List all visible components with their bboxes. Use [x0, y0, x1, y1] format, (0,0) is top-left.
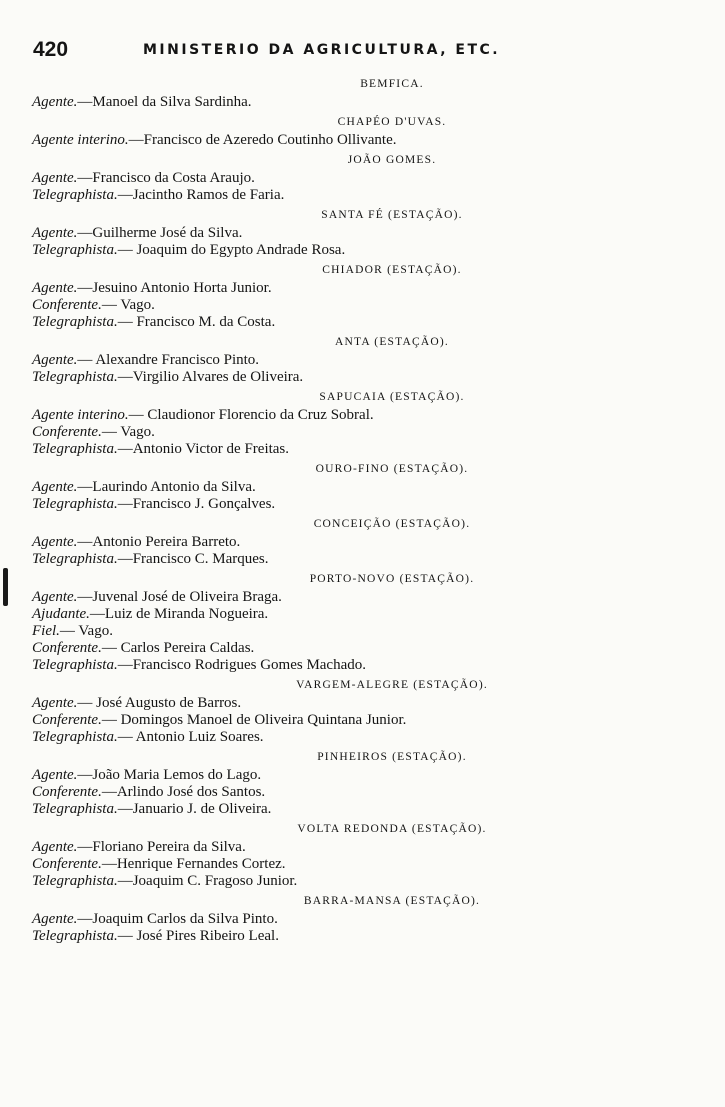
staff-name: — Carlos Pereira Caldas.	[101, 640, 255, 656]
station-heading: BEMFICA.	[360, 78, 424, 90]
staff-role: Telegraphista.	[32, 551, 118, 567]
staff-entry	[32, 170, 692, 187]
station-heading: ANTA (ESTAÇÃO).	[335, 336, 449, 348]
station-section	[32, 892, 692, 945]
staff-role: Ajudante.	[32, 606, 90, 622]
staff-role: Conferente.	[32, 297, 102, 313]
station-heading: VOLTA REDONDA (ESTAÇÃO).	[297, 823, 487, 835]
staff-name: — Vago.	[101, 424, 155, 440]
staff-entry	[32, 297, 692, 314]
staff-entry	[32, 132, 692, 149]
staff-name: — Joaquim do Egypto Andrade Rosa.	[117, 242, 346, 258]
staff-entry	[32, 94, 692, 111]
station-section	[32, 75, 692, 111]
staff-role: Telegraphista.	[32, 873, 118, 889]
station-heading: BARRA-MANSA (ESTAÇÃO).	[303, 895, 481, 907]
staff-entry	[32, 534, 692, 551]
staff-name: —Antonio Victor de Freitas.	[117, 441, 290, 457]
staff-role: Agente.	[32, 94, 78, 110]
page-number: 420	[33, 38, 69, 61]
staff-role: Conferente.	[32, 784, 102, 800]
staff-name: —Manoel da Silva Sardinha.	[77, 94, 252, 110]
station-section	[32, 676, 692, 746]
staff-role: Telegraphista.	[32, 801, 118, 817]
staff-entry	[32, 640, 692, 657]
station-section	[32, 570, 692, 674]
staff-entry	[32, 314, 692, 331]
station-section	[32, 151, 692, 204]
staff-entry	[32, 856, 692, 873]
staff-entry	[32, 424, 692, 441]
staff-entry	[32, 479, 692, 496]
staff-entry	[32, 729, 692, 746]
staff-entry	[32, 496, 692, 513]
staff-entry	[32, 873, 692, 890]
staff-name: — Vago.	[59, 623, 113, 639]
staff-name: —Francisco de Azeredo Coutinho Ollivante.	[128, 132, 397, 148]
staff-entry	[32, 589, 692, 606]
staff-name: —Francisco J. Gonçalves.	[117, 496, 276, 512]
staff-entry	[32, 352, 692, 369]
staff-entry	[32, 606, 692, 623]
station-section	[32, 388, 692, 458]
station-heading: SANTA FÉ (ESTAÇÃO).	[321, 209, 463, 221]
staff-list	[32, 73, 692, 945]
staff-role: Agente.	[32, 225, 78, 241]
staff-role: Agente.	[32, 695, 78, 711]
staff-role: Agente interino.	[32, 407, 129, 423]
station-heading: CHAPÉO D'UVAS.	[337, 116, 447, 128]
staff-name: —Joaquim Carlos da Silva Pinto.	[77, 911, 278, 927]
station-heading: OURO-FINO (ESTAÇÃO).	[315, 463, 469, 475]
staff-name: — Alexandre Francisco Pinto.	[77, 352, 260, 368]
station-section	[32, 820, 692, 890]
staff-entry	[32, 801, 692, 818]
staff-role: Conferente.	[32, 712, 102, 728]
staff-role: Agente.	[32, 170, 78, 186]
staff-entry	[32, 551, 692, 568]
staff-name: —Floriano Pereira da Silva.	[77, 839, 246, 855]
ink-smudge	[3, 568, 8, 606]
staff-role: Fiel.	[32, 623, 60, 639]
staff-entry	[32, 839, 692, 856]
staff-entry	[32, 767, 692, 784]
station-heading: JOÃO GOMES.	[347, 154, 437, 166]
staff-role: Telegraphista.	[32, 314, 118, 330]
staff-entry	[32, 695, 692, 712]
staff-name: —João Maria Lemos do Lago.	[77, 767, 262, 783]
staff-name: —Virgilio Alvares de Oliveira.	[117, 369, 304, 385]
station-section	[32, 261, 692, 331]
station-heading: SAPUCAIA (ESTAÇÃO).	[319, 391, 465, 403]
staff-role: Telegraphista.	[32, 242, 118, 258]
staff-role: Telegraphista.	[32, 187, 118, 203]
staff-role: Telegraphista.	[32, 369, 118, 385]
staff-role: Agente.	[32, 280, 78, 296]
staff-name: —Joaquim C. Fragoso Junior.	[117, 873, 298, 889]
staff-role: Agente.	[32, 589, 78, 605]
staff-entry	[32, 657, 692, 674]
staff-entry	[32, 623, 692, 640]
page-header	[33, 38, 693, 68]
staff-role: Telegraphista.	[32, 496, 118, 512]
staff-entry	[32, 280, 692, 297]
staff-role: Conferente.	[32, 856, 102, 872]
station-section	[32, 460, 692, 513]
staff-entry	[32, 187, 692, 204]
staff-name: —Juvenal José de Oliveira Braga.	[77, 589, 282, 605]
station-section	[32, 333, 692, 386]
staff-name: —Laurindo Antonio da Silva.	[77, 479, 256, 495]
station-section	[32, 748, 692, 818]
staff-role: Agente.	[32, 534, 78, 550]
staff-name: —Antonio Pereira Barreto.	[77, 534, 241, 550]
staff-role: Agente.	[32, 839, 78, 855]
staff-entry	[32, 712, 692, 729]
staff-name: —Luiz de Miranda Nogueira.	[89, 606, 269, 622]
staff-name: —Januario J. de Oliveira.	[117, 801, 272, 817]
staff-role: Agente.	[32, 767, 78, 783]
station-heading: PINHEIROS (ESTAÇÃO).	[317, 751, 467, 763]
staff-name: — Claudionor Florencio da Cruz Sobral.	[128, 407, 374, 423]
staff-role: Agente interino.	[32, 132, 129, 148]
staff-entry	[32, 407, 692, 424]
staff-name: — Domingos Manoel de Oliveira Quintana Junior.	[101, 712, 407, 728]
staff-name: —Arlindo José dos Santos.	[101, 784, 266, 800]
staff-entry	[32, 784, 692, 801]
staff-role: Telegraphista.	[32, 657, 118, 673]
station-section	[32, 206, 692, 259]
staff-entry	[32, 441, 692, 458]
station-section	[32, 113, 692, 149]
staff-entry	[32, 911, 692, 928]
station-heading: CONCEIÇÃO (ESTAÇÃO).	[313, 518, 471, 530]
staff-role: Agente.	[32, 352, 78, 368]
staff-name: — José Augusto de Barros.	[77, 695, 242, 711]
staff-name: — Antonio Luiz Soares.	[117, 729, 264, 745]
staff-name: — Vago.	[101, 297, 155, 313]
staff-role: Telegraphista.	[32, 441, 118, 457]
staff-name: — Francisco M. da Costa.	[117, 314, 276, 330]
staff-name: —Francisco Rodrigues Gomes Machado.	[117, 657, 367, 673]
staff-role: Agente.	[32, 911, 78, 927]
staff-name: —Henrique Fernandes Cortez.	[101, 856, 286, 872]
staff-role: Agente.	[32, 479, 78, 495]
staff-name: — José Pires Ribeiro Leal.	[117, 928, 279, 944]
staff-entry	[32, 928, 692, 945]
staff-name: —Francisco C. Marques.	[117, 551, 269, 567]
staff-name: —Guilherme José da Silva.	[77, 225, 243, 241]
staff-role: Conferente.	[32, 424, 102, 440]
staff-entry	[32, 225, 692, 242]
station-heading: CHIADOR (ESTAÇÃO).	[322, 264, 462, 276]
staff-role: Conferente.	[32, 640, 102, 656]
staff-role: Telegraphista.	[32, 928, 118, 944]
staff-entry	[32, 242, 692, 259]
staff-role: Telegraphista.	[32, 729, 118, 745]
staff-name: —Francisco da Costa Araujo.	[77, 170, 255, 186]
station-section	[32, 515, 692, 568]
staff-name: —Jesuino Antonio Horta Junior.	[77, 280, 272, 296]
staff-entry	[32, 369, 692, 386]
station-heading: VARGEM-ALEGRE (ESTAÇÃO).	[296, 679, 488, 691]
station-heading: PORTO-NOVO (ESTAÇÃO).	[309, 573, 475, 585]
running-head: MINISTERIO DA AGRICULTURA, ETC.	[143, 42, 501, 58]
staff-name: —Jacintho Ramos de Faria.	[117, 187, 285, 203]
